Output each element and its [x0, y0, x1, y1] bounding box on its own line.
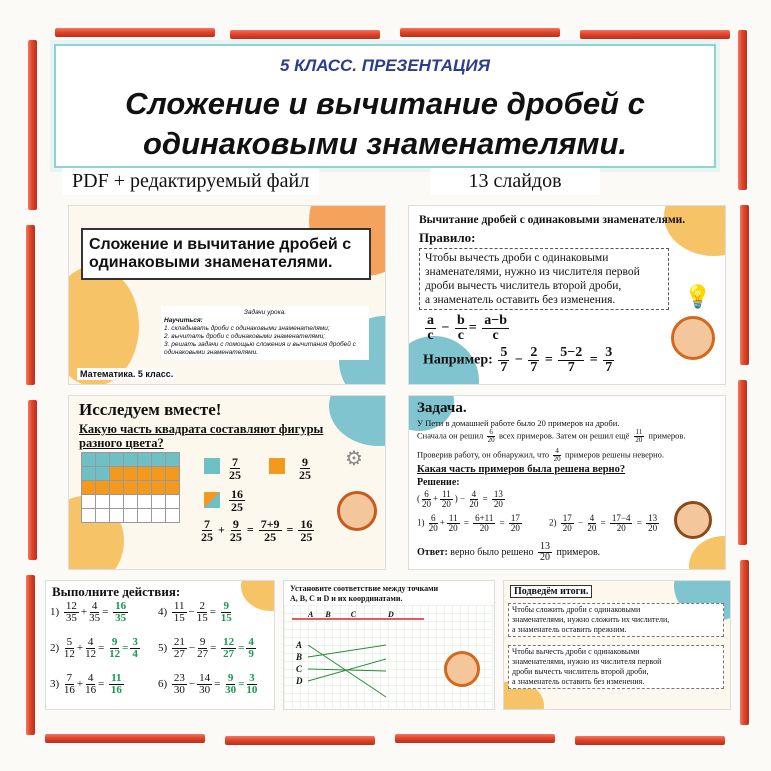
slide6-title: Установите соответствие между точками A, B, C и D и их координатами.: [290, 584, 439, 603]
slide-preview-1[interactable]: [68, 205, 386, 385]
pencil-decoration: [738, 30, 747, 190]
summary-sub-rule: Чтобы вычесть дроби с одинаковыми знаменателями, нужно из числителя первой дроби вычесть числитель второй дроби, а знаменатель оставить без изменения.: [508, 645, 724, 689]
header-panel: [54, 44, 716, 168]
sum-formula: $\frac{7}{25}$ + $\frac{9}{25}$ = $\frac{7+9}{25}$ = $\frac{16}{25}$: [201, 517, 313, 544]
slide2-title: Вычитание дробей с одинаковыми знаменателями.: [419, 214, 686, 226]
pencil-decoration: [738, 380, 747, 545]
solution-step1: 1) $\frac{6}{20}$ + $\frac{11}{20}$ = $\frac{6+11}{20}$ = $\frac{17}{20}$: [417, 513, 520, 533]
pencil-decoration: [740, 205, 749, 365]
pencil-decoration: [395, 734, 555, 743]
pencil-decoration: [575, 736, 725, 745]
slide1-tasks: Задачи урока. Научиться: 1. складывать дроби с одинаковыми знаменателями; 2. вычитать дроби с одинаковыми знаменателями; 3. решать задачи с помощью сложения и вычитания дробей с одинаковыми знаменателями.: [161, 306, 369, 360]
exercise-3: 3) $\frac{7}{16}$ + $\frac{4}{16}$ = $\frac{11}{16}$: [50, 672, 122, 696]
lightbulb-icon: 💡: [684, 284, 712, 309]
slide1-title: Сложение и вычитание дробей с одинаковыми знаменателями.: [81, 228, 371, 280]
mixed-square: [204, 492, 220, 508]
pencil-decoration: [26, 575, 35, 735]
task-line: Сначала он решил $\frac{6}{20}$ всех примеров. Затем он решил ещё $\frac{11}{20}$ примеров.: [417, 428, 686, 444]
fraction-grid: [81, 452, 180, 523]
point-list: A B C D: [296, 640, 303, 686]
orange-square: [269, 458, 285, 474]
pencil-decoration: [45, 734, 205, 743]
task-line: У Пети в домашней работе было 20 примеров на дроби.: [417, 418, 620, 428]
pencil-decoration: [580, 30, 730, 39]
slide-preview-3[interactable]: [68, 395, 386, 570]
task-line: Проверив работу, он обнаружил, что $\frac{4}{20}$ примеров решены неверно.: [417, 447, 665, 463]
boy-illustration: [444, 651, 480, 687]
pencil-decoration: [26, 225, 35, 385]
slide7-title: Подведём итоги.: [510, 585, 592, 598]
teal-square: [204, 458, 220, 474]
rule-formula: $\frac{a}{c}$ − $\frac{b}{c}$ = $\frac{a-b}{c}$: [427, 313, 508, 343]
teal-fraction: $\frac{7}{25}$: [229, 455, 241, 482]
slide3-question: Какую часть квадрата составляют фигуры разного цвета?: [79, 422, 324, 450]
class-label: 5 КЛАСС. ПРЕЗЕНТАЦИЯ: [280, 56, 490, 75]
slide3-title: Исследуем вместе!: [79, 400, 222, 419]
point-labels: A B C D: [308, 610, 394, 619]
pencil-decoration: [400, 28, 560, 37]
rule-label: Правило:: [419, 230, 476, 245]
pencil-decoration: [225, 736, 375, 745]
pencil-decoration: [55, 28, 215, 37]
gear-icon: ⚙: [345, 448, 363, 470]
pencil-decoration: [28, 40, 37, 210]
boy-illustration: [671, 316, 715, 360]
exercise-5: 5) $\frac{21}{27}$ − $\frac{9}{27}$ = $\frac{12}{27}$ = $\frac{4}{9}$: [158, 636, 254, 660]
slides-count-label: 13 слайдов: [430, 168, 600, 195]
exercise-6: 6) $\frac{23}{30}$ − $\frac{14}{30}$ = $\frac{9}{30}$ = $\frac{3}{10}$: [158, 672, 258, 696]
slide-preview-2[interactable]: [408, 205, 726, 385]
pencil-decoration: [740, 560, 749, 725]
example-formula: Например: $\frac{5}{7}$ − $\frac{2}{7}$ = $\frac{5-2}{7}$ = $\frac{3}{7}$: [423, 345, 613, 375]
exercise-2: 2) $\frac{5}{12}$ + $\frac{4}{12}$ = $\frac{9}{12}$ = $\frac{3}{4}$: [50, 636, 138, 660]
mixed-fraction: $\frac{16}{25}$: [231, 487, 243, 514]
exercise-4: 4) $\frac{11}{15}$ − $\frac{2}{15}$ = $\frac{9}{15}$: [158, 600, 232, 624]
slide4-title: Задача.: [417, 400, 467, 416]
main-title: Сложение и вычитание дробей с одинаковыми знаменателями.: [125, 86, 645, 161]
orange-fraction: $\frac{9}{25}$: [299, 455, 311, 482]
summary-add-rule: Чтобы сложить дроби с одинаковыми знаменателями, нужно сложить их числители, а знаменатель оставить прежним.: [508, 603, 724, 637]
slide-preview-7[interactable]: [503, 580, 731, 710]
boy-illustration: [674, 501, 712, 539]
slide-preview-4[interactable]: [408, 395, 726, 570]
solution-step2: 2) $\frac{17}{20}$ − $\frac{4}{20}$ = $\frac{17-4}{20}$ = $\frac{13}{20}$: [549, 513, 658, 533]
answer-line: Ответ: верно было решено $\frac{13}{20}$ примеров.: [417, 541, 601, 563]
rule-text: Чтобы вычесть дроби с одинаковыми знаменателями, нужно из числителя первой дроби вычесть числитель второй дроби, а знаменатель оставить без изменения.: [419, 248, 669, 310]
exercise-1: 1) $\frac{12}{35}$ + $\frac{4}{35}$ = $\frac{16}{35}$: [50, 600, 127, 624]
slide5-title: Выполните действия:: [52, 584, 181, 599]
slide-preview-6[interactable]: [283, 580, 495, 710]
solution-label: Решение:: [417, 477, 460, 488]
task-question: Какая часть примеров была решена верно?: [417, 464, 626, 475]
slide1-footer: Математика. 5 класс.: [77, 368, 176, 380]
slide-preview-5[interactable]: [45, 580, 275, 710]
girl-illustration: [337, 491, 377, 531]
solution-formula: ( $\frac{6}{20}$ + $\frac{11}{20}$ ) − $\frac{4}{20}$ = $\frac{13}{20}$: [417, 489, 503, 509]
format-label: PDF + редактируемый файл: [62, 168, 319, 195]
pencil-decoration: [28, 400, 37, 560]
pencil-decoration: [230, 30, 380, 39]
